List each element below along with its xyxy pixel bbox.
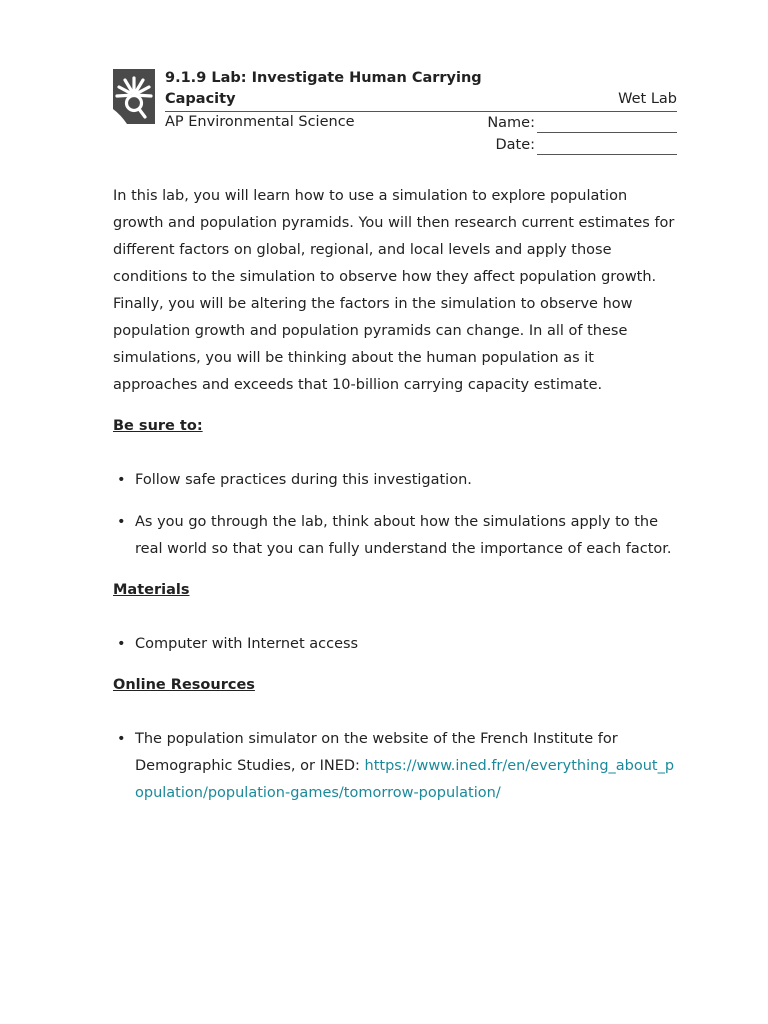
ined-simulator-link[interactable]: https://www.ined.fr/en/everything_about_population/population-games/tomorrow-population/ <box>135 758 675 801</box>
list-item: • Computer with Internet access <box>113 631 679 658</box>
intro-paragraph: In this lab, you will learn how to use a simulation to explore population growth and population pyramids. You will then research current estimates for different factors on global, regional, and local levels and apply those conditions to the simulation to observe how they affect population growth. Finally, you will be altering the factors in the simulation to observe how population growth and population pyramids can change. In all of these simulations, you will be thinking about the human population as it approaches and exceeds that 10-billion carrying capacity estimate. <box>113 188 675 393</box>
name-blank[interactable] <box>537 114 677 133</box>
name-label: Name: <box>487 115 535 131</box>
online-resources-heading: Online Resources <box>113 677 255 693</box>
course-name: AP Environmental Science <box>165 114 355 130</box>
bullet-icon: • <box>117 636 126 652</box>
list-item: • Follow safe practices during this investigation. <box>113 467 679 494</box>
date-label: Date: <box>495 137 535 153</box>
document-body <box>113 183 679 821</box>
bullet-icon: • <box>117 472 126 488</box>
name-field <box>487 113 677 133</box>
materials-list <box>113 631 679 658</box>
resources-list <box>113 726 679 807</box>
bullet-icon: • <box>117 731 126 747</box>
date-field <box>495 135 677 155</box>
lab-type-label: Wet Lab <box>618 91 677 107</box>
list-item: • The population simulator on the website of the French Institute for Demographic Studies, or INED: https://www.ined.fr/en/everything_about_population/population-games/tomorrow-population/ <box>113 726 679 807</box>
date-blank[interactable] <box>537 136 677 155</box>
be-sure-heading: Be sure to: <box>113 418 203 434</box>
document-title: 9.1.9 Lab: Investigate Human Carrying Capacity <box>165 70 482 107</box>
sun-burst-logo-icon <box>113 69 155 124</box>
list-item: • As you go through the lab, think about how the simulations apply to the real world so that you can fully understand the importance of each factor. <box>113 509 679 563</box>
materials-heading: Materials <box>113 582 190 598</box>
be-sure-list <box>113 467 679 563</box>
bullet-icon: • <box>117 514 126 530</box>
